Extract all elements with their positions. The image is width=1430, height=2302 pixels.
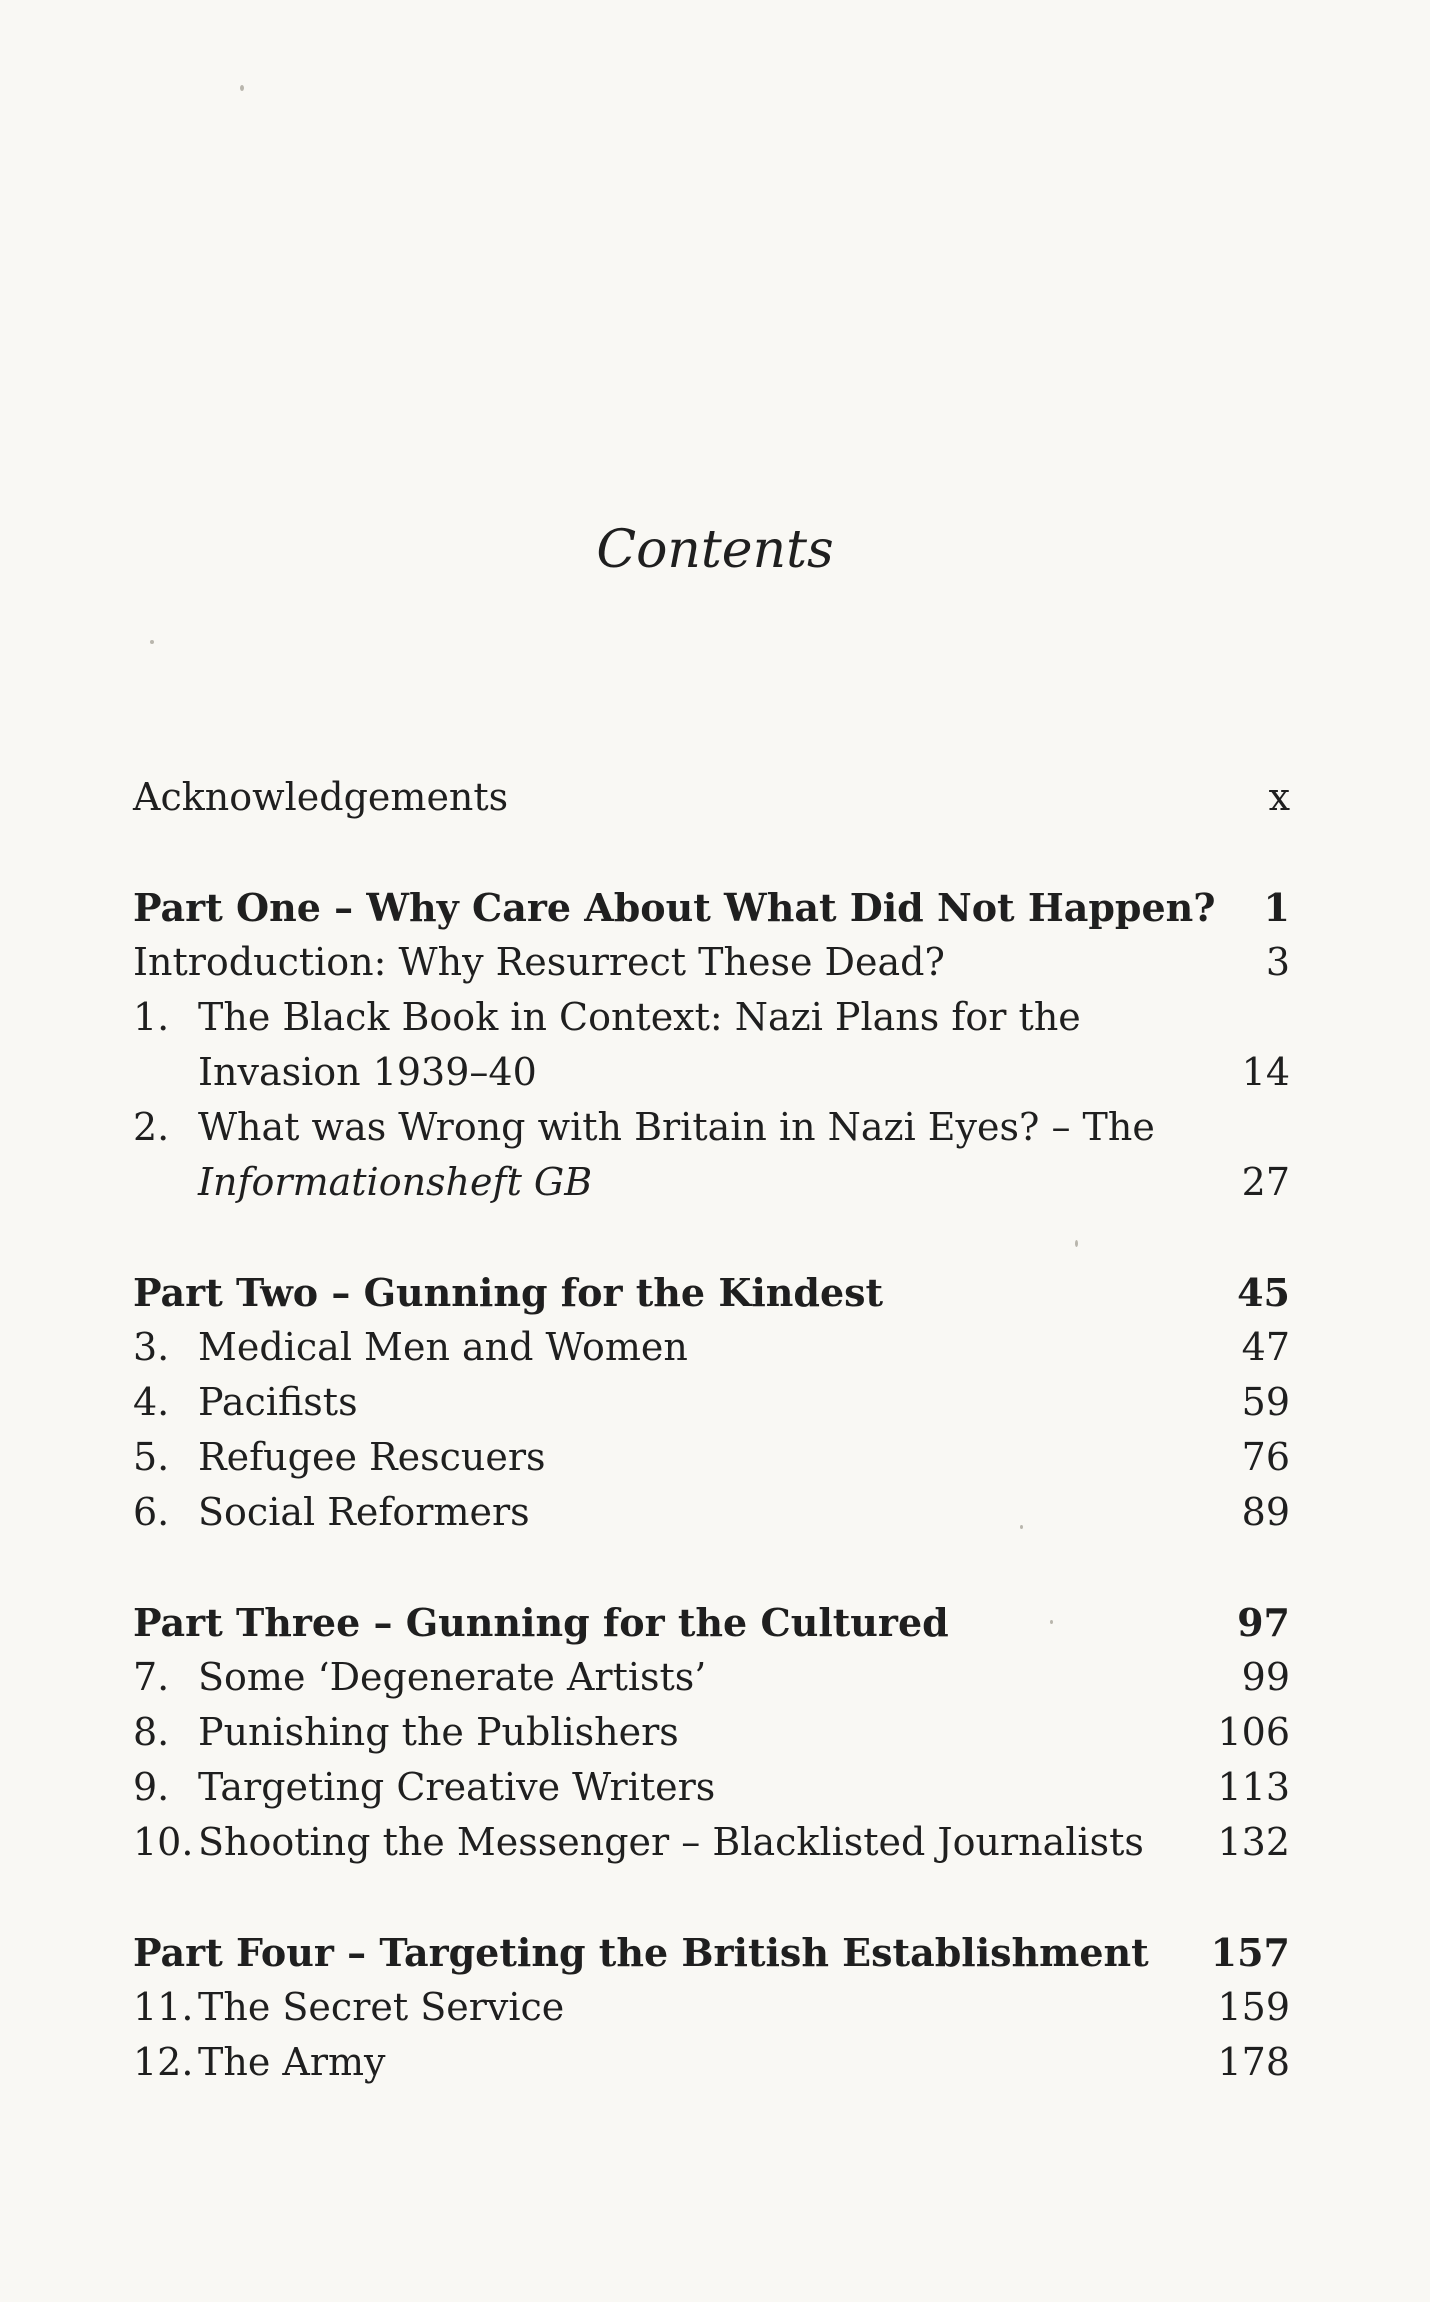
toc-entry-title [198, 1705, 679, 1760]
table-of-contents [133, 770, 1290, 2090]
toc-entry-title-line: Informationsheft GB [198, 1160, 593, 1204]
toc-entry-title [133, 1595, 949, 1650]
toc-entry-page: 47 [1241, 1325, 1290, 1369]
toc-entry-title [198, 1815, 1144, 1870]
toc-entry-number: 11. [133, 1985, 194, 2029]
toc-entry [133, 1375, 1290, 1430]
toc-entry [133, 1430, 1290, 1485]
toc-entry-title-line: The Black Book in Context: Nazi Plans for the [198, 995, 1081, 1039]
toc-entry-number: 6. [133, 1490, 170, 1534]
toc-entry-page: 1 [1263, 885, 1290, 930]
toc-entry [133, 1100, 1290, 1210]
toc-entry-title [133, 935, 945, 990]
section-gap [133, 1870, 1290, 1925]
scan-speck [1020, 1525, 1023, 1529]
toc-entry-title [198, 1760, 715, 1815]
toc-entry-title-line: What was Wrong with Britain in Nazi Eyes? – The [198, 1105, 1155, 1149]
toc-entry [133, 1650, 1290, 1705]
toc-entry-page: 27 [1241, 1160, 1290, 1204]
toc-entry-title-line: Refugee Rescuers [198, 1435, 546, 1479]
toc-entry-page: 76 [1241, 1435, 1290, 1479]
toc-entry-title-line: Pacifists [198, 1380, 358, 1424]
toc-entry-title [198, 1430, 546, 1485]
toc-entry-title [198, 1650, 706, 1705]
toc-part-heading [133, 1595, 1290, 1650]
toc-entry-number: 7. [133, 1655, 170, 1699]
toc-entry-number: 9. [133, 1765, 170, 1809]
toc-entry [133, 1320, 1290, 1375]
toc-entry-number: 4. [133, 1380, 170, 1424]
scan-speck [1075, 1240, 1078, 1247]
toc-entry-page: 89 [1241, 1490, 1290, 1534]
toc-entry-title [133, 880, 1216, 935]
toc-entry-title-line: Invasion 1939–40 [198, 1050, 537, 1094]
toc-entry-page: 59 [1241, 1380, 1290, 1424]
toc-part-heading [133, 1265, 1290, 1320]
toc-entry [133, 1705, 1290, 1760]
toc-entry-page: 106 [1217, 1710, 1290, 1754]
toc-entry-page: 159 [1217, 1985, 1290, 2029]
toc-entry-number: 12. [133, 2040, 194, 2084]
toc-entry-title-line: Medical Men and Women [198, 1325, 688, 1369]
section-gap [133, 1540, 1290, 1595]
toc-entry-title [198, 1485, 530, 1540]
toc-entry [133, 1760, 1290, 1815]
toc-entry-number: 5. [133, 1435, 170, 1479]
toc-entry-page: 14 [1241, 1050, 1290, 1094]
toc-entry-title-line: Part Two – Gunning for the Kindest [133, 1270, 884, 1315]
toc-entry-title-line: Acknowledgements [133, 775, 509, 819]
toc-entry-page: 113 [1217, 1765, 1290, 1809]
toc-part-heading [133, 880, 1290, 935]
toc-entry [133, 770, 1290, 825]
toc-entry-number: 8. [133, 1710, 170, 1754]
toc-entry-title [198, 1375, 358, 1430]
toc-entry-title-line: Part Three – Gunning for the Cultured [133, 1600, 949, 1645]
toc-entry-title-line: Shooting the Messenger – Blacklisted Journalists [198, 1820, 1144, 1864]
page-title: Contents [596, 519, 834, 580]
toc-entry-title [198, 990, 1081, 1100]
toc-entry [133, 990, 1290, 1100]
toc-part-heading [133, 1925, 1290, 1980]
toc-entry-page: 157 [1210, 1930, 1290, 1975]
toc-entry-page: 132 [1217, 1820, 1290, 1864]
toc-entry-title-line: Punishing the Publishers [198, 1710, 679, 1754]
toc-entry-title [133, 1925, 1149, 1980]
toc-entry-title-line: Social Reformers [198, 1490, 530, 1534]
toc-entry-page: 178 [1217, 2040, 1290, 2084]
toc-entry-title [198, 1980, 564, 2035]
toc-entry-number: 2. [133, 1105, 170, 1149]
toc-entry-number: 3. [133, 1325, 170, 1369]
toc-entry [133, 1815, 1290, 1870]
scan-speck [150, 640, 154, 644]
toc-entry-page: 45 [1237, 1270, 1290, 1315]
toc-entry-title-line: Part One – Why Care About What Did Not Happen? [133, 885, 1216, 930]
toc-entry-title-line: The Army [198, 2040, 386, 2084]
section-gap [133, 1210, 1290, 1265]
toc-entry-title-line: Introduction: Why Resurrect These Dead? [133, 940, 945, 984]
toc-entry-page: 99 [1241, 1655, 1290, 1699]
toc-entry-title-line: Some ‘Degenerate Artists’ [198, 1655, 707, 1699]
toc-entry [133, 1980, 1290, 2035]
toc-entry-number: 1. [133, 995, 170, 1039]
scan-speck [1050, 1620, 1053, 1624]
toc-entry [133, 935, 1290, 990]
toc-entry-title [198, 1320, 688, 1375]
section-gap [133, 825, 1290, 880]
toc-entry-title-line: Part Four – Targeting the British Establishment [133, 1930, 1149, 1975]
toc-entry-title-line: Targeting Creative Writers [198, 1765, 716, 1809]
toc-entry [133, 2035, 1290, 2090]
toc-entry [133, 1485, 1290, 1540]
scan-speck [240, 85, 244, 91]
toc-entry-title [133, 770, 508, 825]
toc-entry-page: 97 [1237, 1600, 1290, 1645]
toc-entry-title [198, 2035, 386, 2090]
toc-entry-title [198, 1100, 1155, 1210]
toc-entry-number: 10. [133, 1820, 194, 1864]
toc-entry-title-line: The Secret Service [198, 1985, 565, 2029]
toc-entry-page: x [1268, 775, 1290, 819]
toc-entry-page: 3 [1265, 940, 1290, 984]
toc-entry-title [133, 1265, 883, 1320]
